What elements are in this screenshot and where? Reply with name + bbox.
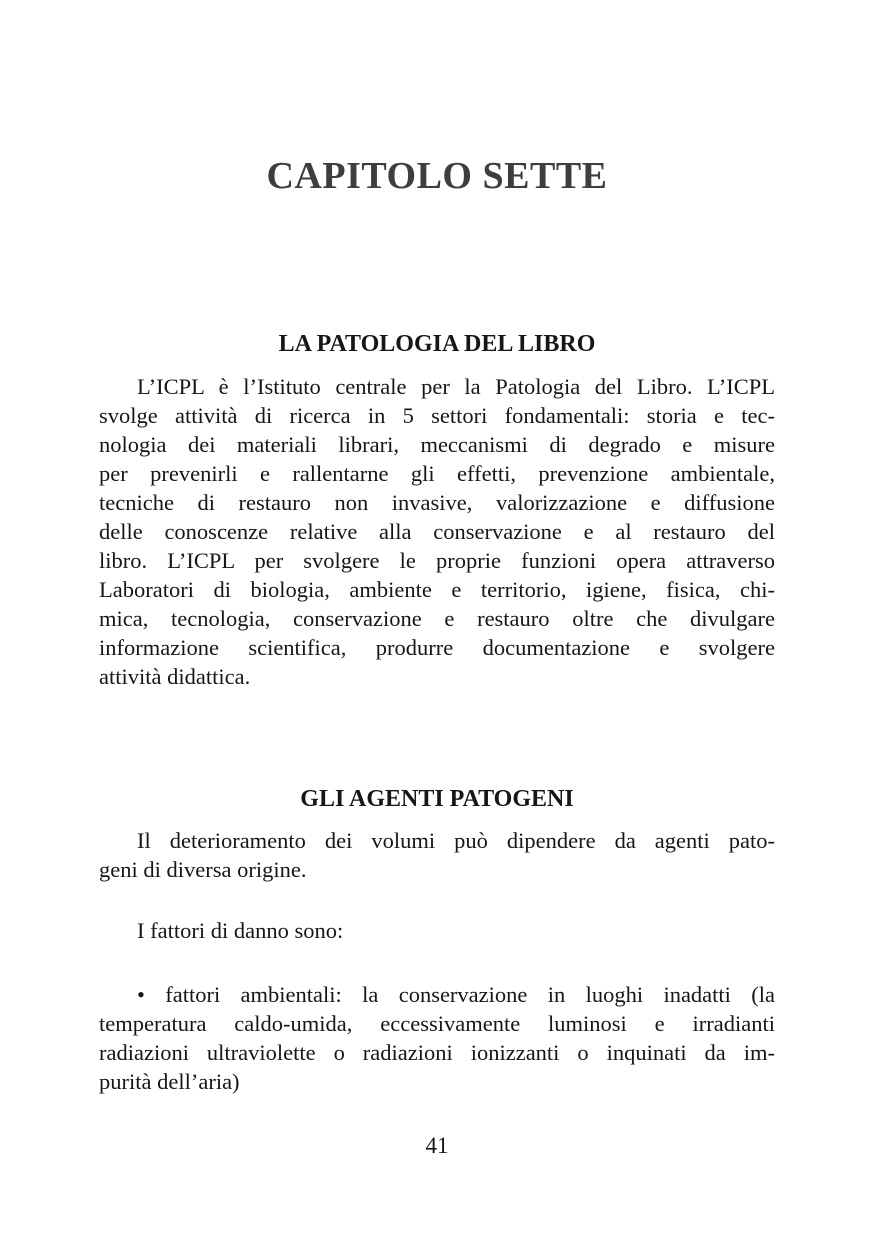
- text-line: temperatura caldo-umida, eccessivamente luminosi e irradianti: [99, 1011, 775, 1036]
- text-line: I fattori di danno sono:: [137, 918, 344, 943]
- text-line: L’ICPL è l’Istituto centrale per la Patologia del Libro. L’ICPL: [137, 374, 775, 399]
- text-line: svolge attività di ricerca in 5 settori fondamentali: storia e tec-: [99, 403, 775, 428]
- section-heading-patologia-del-libro: LA PATOLOGIA DEL LIBRO: [278, 330, 596, 357]
- text-line: tecniche di restauro non invasive, valorizzazione e diffusione: [99, 490, 775, 515]
- text-line: radiazioni ultraviolette o radiazioni ionizzanti o inquinati da im-: [99, 1040, 775, 1065]
- text-line: libro. L’ICPL per svolgere le proprie funzioni opera attraverso: [99, 548, 775, 573]
- section-heading-agenti-patogeni: GLI AGENTI PATOGENI: [300, 785, 574, 812]
- text-line: geni di diversa origine.: [99, 857, 307, 882]
- text-line: delle conoscenze relative alla conservazione e al restauro del: [99, 519, 775, 544]
- text-line: informazione scientifica, produrre documentazione e svolgere: [99, 635, 775, 660]
- text-line: nologia dei materiali librari, meccanismi di degrado e misure: [99, 432, 775, 457]
- text-line: Il deterioramento dei volumi può dipendere da agenti pato-: [137, 828, 775, 853]
- text-line: purità dell’aria): [99, 1069, 240, 1094]
- text-line: attività didattica.: [99, 664, 251, 689]
- text-line: per prevenirli e rallentarne gli effetti, prevenzione ambientale,: [99, 461, 775, 486]
- page-number: 41: [425, 1133, 449, 1158]
- chapter-title: CAPITOLO SETTE: [266, 155, 608, 198]
- text-line: mica, tecnologia, conservazione e restauro oltre che divulgare: [99, 606, 775, 631]
- text-line: • fattori ambientali: la conservazione in luoghi inadatti (la: [137, 982, 775, 1007]
- text-line: Laboratori di biologia, ambiente e territorio, igiene, fisica, chi-: [99, 577, 775, 602]
- paragraph-fattori-di-danno: [99, 916, 775, 945]
- paragraph-icpl: [99, 372, 775, 691]
- paragraph-deterioramento: [99, 826, 775, 884]
- bullet-item-fattori-ambientali: [99, 980, 775, 1096]
